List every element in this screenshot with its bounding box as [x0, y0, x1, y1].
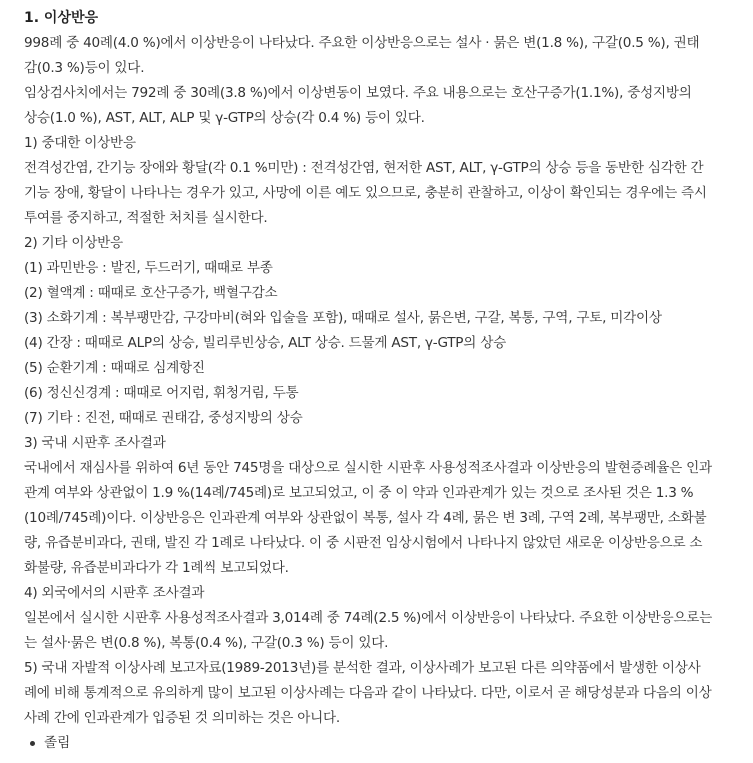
- paragraph-line: 5) 국내 자발적 이상사례 보고자료(1989-2013년)를 분석한 결과, 이상사례가 보고된 다른 의약품에서 발생한 이상사: [24, 660, 701, 676]
- list-item: (6) 정신신경계 : 때때로 어지럼, 휘청거림, 두통: [24, 385, 299, 401]
- section-heading: 1. 이상반응: [24, 10, 99, 26]
- list-item: (3) 소화기계 : 복부팽만감, 구강마비(혀와 입술을 포함), 때때로 설사, 묽은변, 구갈, 복통, 구역, 구토, 미각이상: [24, 310, 662, 326]
- list-item: (5) 순환기계 : 때때로 심계항진: [24, 360, 205, 376]
- list-item: (2) 혈액계 : 때때로 호산구증가, 백혈구감소: [24, 285, 278, 301]
- paragraph-line: 국내에서 재심사를 위하여 6년 동안 745명을 대상으로 실시한 시판후 사용성적조사결과 이상반응의 발현증례율은 인과: [24, 460, 712, 476]
- list-item: (4) 간장 : 때때로 ALP의 상승, 빌리루빈상승, ALT 상승. 드물게 AST, γ-GTP의 상승: [24, 335, 506, 351]
- paragraph-line: 관계 여부와 상관없이 1.9 %(14례/745례)로 보고되었고, 이 중 이 약과 인과관계가 있는 것으로 조사된 것은 1.3 %: [24, 485, 694, 501]
- paragraph-line: 일본에서 실시한 시판후 사용성적조사결과 3,014례 중 74례(2.5 %)에서 이상반응이 나타났다. 주요한 이상반응으로는: [24, 610, 712, 626]
- paragraph-line: 투여를 중지하고, 적절한 처치를 실시한다.: [24, 210, 268, 226]
- paragraph-line: 례에 비해 통계적으로 유의하게 많이 보고된 이상사례는 다음과 같이 나타났다. 다만, 이로서 곧 해당성분과 다음의 이상: [24, 685, 712, 701]
- paragraph-line: 량, 유즙분비과다, 권태, 발진 각 1례로 나타났다. 이 중 시판전 임상시험에서 나타나지 않았던 새로운 이상반응으로 소: [24, 535, 703, 551]
- subheading-other-reactions: 2) 기타 이상반응: [24, 235, 123, 251]
- paragraph-line: 전격성간염, 간기능 장애와 황달(각 0.1 %미만) : 전격성간염, 현저한 AST, ALT, γ-GTP의 상승 등을 동반한 심각한 간: [24, 160, 704, 176]
- paragraph-line: 사례 간에 인과관계가 입증된 것 의미하는 것은 아니다.: [24, 710, 340, 726]
- bullet-list-item: [24, 731, 743, 756]
- subheading-serious-reactions: 1) 중대한 이상반응: [24, 135, 136, 151]
- paragraph-line: (10례/745례)이다. 이상반응은 인과관계 여부와 상관없이 복통, 설사 각 4례, 묽은 변 3례, 구역 2례, 복부팽만, 소화불: [24, 510, 707, 526]
- paragraph-line: 화불량, 유즙분비과다가 각 1례씩 보고되었다.: [24, 560, 289, 576]
- paragraph-line: 998례 중 40례(4.0 %)에서 이상반응이 나타났다. 주요한 이상반응으로는 설사 · 묽은 변(1.8 %), 구갈(0.5 %), 권태: [24, 35, 700, 51]
- paragraph-line: 는 설사·묽은 변(0.8 %), 복통(0.4 %), 구갈(0.3 %) 등이 있다.: [24, 635, 389, 651]
- list-item: (1) 과민반응 : 발진, 두드러기, 때때로 부종: [24, 260, 273, 276]
- subheading-foreign-survey: 4) 외국에서의 시판후 조사결과: [24, 585, 205, 601]
- bullet-text: 졸림: [44, 735, 71, 751]
- paragraph-line: 기능 장애, 황달이 나타나는 경우가 있고, 사망에 이른 예도 있으므로, 충분히 관찰하고, 이상이 확인되는 경우에는 즉시: [24, 185, 707, 201]
- bullet-icon: [30, 741, 35, 746]
- subheading-domestic-survey: 3) 국내 시판후 조사결과: [24, 435, 166, 451]
- paragraph-line: 임상검사치에서는 792례 중 30례(3.8 %)에서 이상변동이 보였다. 주요 내용으로는 호산구증가(1.1%), 중성지방의: [24, 85, 692, 101]
- list-item: (7) 기타 : 진전, 때때로 권태감, 중성지방의 상승: [24, 410, 303, 426]
- paragraph-line: 상승(1.0 %), AST, ALT, ALP 및 γ-GTP의 상승(각 0.4 %) 등이 있다.: [24, 110, 425, 126]
- paragraph-line: 감(0.3 %)등이 있다.: [24, 60, 145, 76]
